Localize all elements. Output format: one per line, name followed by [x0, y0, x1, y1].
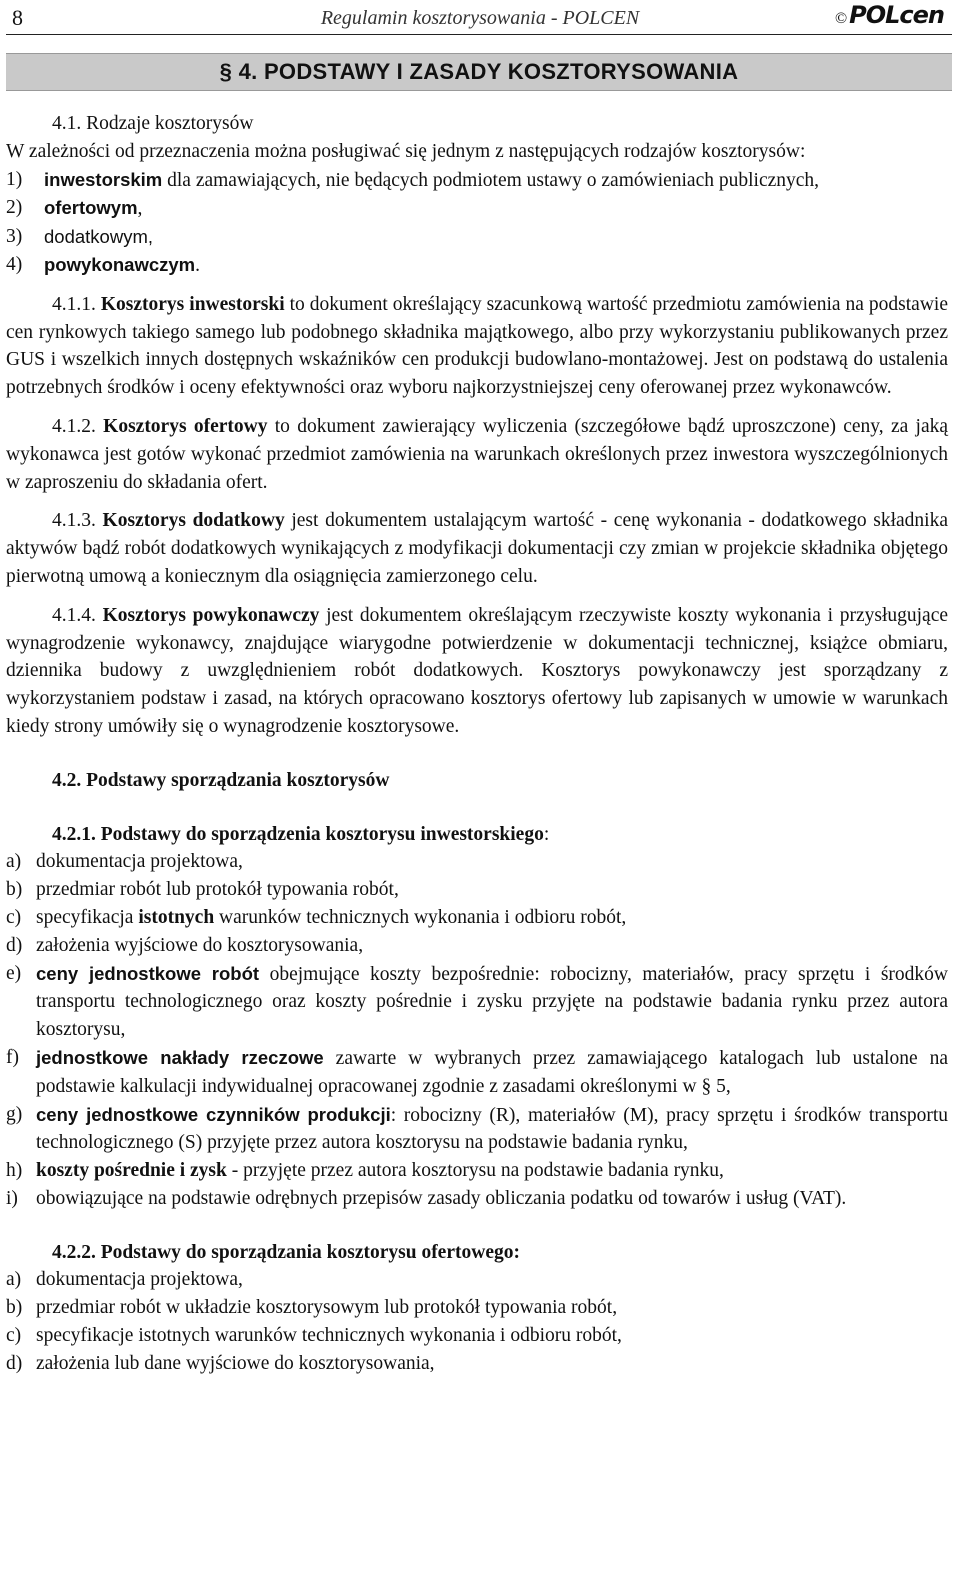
heading-4-2-2: 4.2.2. Podstawy do sporządzania kosztorysu ofertowego:: [52, 1241, 520, 1263]
heading-colon: :: [543, 823, 550, 845]
list-number: 1): [6, 168, 23, 190]
list-item: [6, 166, 948, 195]
logo-wordmark: POLcen: [849, 1, 944, 29]
polcen-logo: [835, 2, 944, 33]
header-rule: [6, 34, 952, 35]
clause-text: jest dokumentem ustalającym wartość - cenę wykonania - dodatkowego składnika aktywów bądź robót dodatkowych wynikających z modyfikacji dokumentacji czy zmian w projekcie składnika objętego pierwotną umową a koniecznym dla osiągnięcia zamierzonego celu.: [6, 510, 948, 587]
list-item: [6, 1157, 948, 1185]
list-letter: d): [6, 934, 23, 956]
clause-text: jest dokumentem określającym rzeczywiste koszty wykonania i przysługujące wynagrodzenie wykonawcy, znajdujące wiarygodne potwierdzenie w dokumentacji technicznej, książce obmiaru, dziennika budowy z uwzględnieniem robót dodatkowych. Kosztorys powykonawczy jest sporządzany z wykorzystaniem podstaw i zasad, na których opracowano kosztorys ofertowy lub zapisanych w umowie w warunkach kiedy strony umówiły się o wynagrodzenie kosztorysowe.: [6, 604, 949, 737]
list-bold: inwestorskim: [44, 168, 163, 190]
list-letter: g): [6, 1103, 23, 1125]
list-bold: ofertowym: [44, 197, 138, 219]
list-item: [6, 876, 948, 904]
list-item: [6, 1101, 948, 1158]
clause-text: to dokument określający szacunkową wartość przedmiotu zamówienia na podstawie cen rynkowych takiego samego lub podobnego składnika majątkowego, albo przy wykorzystaniu publikowanych przez GUS i wszelkich innych dostępnych wskaźników cen produkcji budowlano-montażowej. Jest on podstawą do ustalenia potrzebnych środków i oceny efektywności oraz wyboru najkorzystniejszej ceny oferowanej przez wykonawców.: [6, 293, 948, 399]
list-bold: istotnych: [138, 906, 215, 928]
list-text: obowiązujące na podstawie odrębnych przepisów zasady obliczania podatku od towarów i usług (VAT).: [36, 1187, 847, 1209]
header-title: Regulamin kosztorysowania - POLCEN: [320, 7, 640, 29]
list-letter: d): [6, 1352, 23, 1374]
list-letter: c): [6, 906, 22, 928]
list-text: przedmiar robót lub protokół typowania robót,: [36, 879, 399, 901]
clause-term: Kosztorys dodatkowy: [102, 510, 285, 532]
list-number: 3): [6, 226, 23, 248]
list-item: [6, 223, 948, 251]
list-item: [6, 251, 948, 280]
list-text: .: [195, 254, 201, 276]
heading-4-2-1-text: 4.2.1. Podstawy do sporządzenia kosztorysu inwestorskiego: [52, 823, 544, 845]
paragraph-4-1-4: [6, 602, 948, 741]
list-text: specyfikacje istotnych warunków technicznych wykonania i odbioru robót,: [36, 1325, 622, 1347]
page-header: [0, 0, 960, 36]
list-bold: ceny jednostkowe czynników produkcji: [36, 1103, 391, 1125]
intro-paragraph: W zależności od przeznaczenia można posługiwać się jednym z następujących rodzajów kosztorysów:: [6, 140, 806, 162]
list-item: [6, 932, 948, 960]
list-letter: b): [6, 879, 23, 901]
list-text: warunków technicznych wykonania i odbioru robót,: [214, 906, 627, 928]
list-text: dokumentacja projektowa,: [36, 851, 243, 873]
list-letter: a): [6, 1269, 22, 1291]
list-item: [6, 1044, 948, 1101]
list-bold: jednostkowe nakłady rzeczowe: [36, 1046, 324, 1068]
list-text: - przyjęte przez autora kosztorysu na podstawie badania rynku,: [226, 1160, 724, 1182]
list-number: 2): [6, 197, 23, 219]
list-bold: powykonawczym: [44, 253, 196, 275]
list-text: przedmiar robót w układzie kosztorysowym lub protokół typowania robót,: [36, 1297, 618, 1319]
paragraph-4-1-3: [6, 507, 948, 590]
clause-number: 4.1.2.: [52, 415, 96, 437]
list-bold: ceny jednostkowe robót: [36, 962, 260, 984]
heading-4-2-1: [6, 821, 948, 849]
clause-number: 4.1.4.: [52, 604, 96, 626]
list-text: specyfikacja: [36, 906, 139, 928]
list-letter: f): [6, 1046, 19, 1068]
heading-4-1-text: 4.1. Rodzaje kosztorysów: [52, 113, 254, 134]
list-text: dodatkowym,: [44, 226, 153, 248]
list-text: dla zamawiających, nie będących podmiotem ustawy o zamówieniach publicznych,: [162, 169, 820, 191]
clause-term: Kosztorys inwestorski: [100, 293, 285, 315]
list-item: [6, 1266, 948, 1294]
list-letter: b): [6, 1297, 23, 1319]
clause-number: 4.1.1.: [52, 293, 96, 315]
clause-term: Kosztorys ofertowy: [103, 415, 268, 437]
list-text: założenia wyjściowe do kosztorysowania,: [36, 934, 364, 956]
list-text: ,: [137, 198, 143, 220]
heading-4-1: [6, 110, 948, 138]
list-letter: e): [6, 962, 22, 984]
clause-term: Kosztorys powykonawczy: [102, 604, 320, 626]
list-letter: c): [6, 1325, 22, 1347]
copyright-symbol: ©: [834, 10, 848, 27]
list-item: [6, 848, 948, 876]
clause-number: 4.1.3.: [52, 510, 96, 532]
list-text: obejmujące koszty bezpośrednie: robocizny, materiałów, pracy sprzętu i środków transportu technologicznego oraz koszty pośrednie i zysku przyjęte na podstawie badania rynku przez autora kosztorysu,: [36, 963, 949, 1041]
list-letter: h): [6, 1160, 23, 1182]
list-item: [6, 1322, 948, 1350]
list-item: [6, 1294, 948, 1322]
list-item: [6, 1185, 948, 1213]
list-text: dokumentacja projektowa,: [36, 1269, 243, 1291]
document-body: [6, 110, 948, 1378]
page-number: 8: [12, 5, 23, 30]
list-bold: koszty pośrednie i zysk: [36, 1160, 227, 1182]
paragraph-4-1-1: [6, 291, 948, 402]
heading-4-2: 4.2. Podstawy sporządzania kosztorysów: [52, 769, 390, 791]
section-banner: § 4. PODSTAWY I ZASADY KOSZTORYSOWANIA: [6, 53, 952, 91]
clause-text: to dokument zawierający wyliczenia (szczegółowe bądź uproszczone) ceny, za jaką wykonawca jest gotów wykonać przedmiot zamówienia na warunkach określonych przez inwestora wyszczególnionych w zaproszeniu do składania ofert.: [6, 415, 949, 493]
list-item: [6, 904, 948, 932]
list-text: : robocizny (R), materiałów (M), pracy sprzętu i środków transportu technologicznego (S) przyjęte przez autora kosztorysu na podstawie badania rynku,: [36, 1104, 948, 1154]
paragraph-4-1-2: [6, 413, 948, 496]
list-item: [6, 960, 948, 1044]
list-text: zawarte w wybranych przez zamawiającego katalogach lub ustalone na podstawie kalkulacji indywidualnej opracowanej zgodnie z zasadami określonymi w § 5,: [36, 1047, 948, 1097]
list-text: założenia lub dane wyjściowe do kosztorysowania,: [36, 1352, 435, 1374]
list-letter: a): [6, 851, 22, 873]
list-item: [6, 194, 948, 223]
list-letter: i): [6, 1187, 18, 1209]
list-number: 4): [6, 253, 23, 275]
list-item: [6, 1350, 948, 1378]
